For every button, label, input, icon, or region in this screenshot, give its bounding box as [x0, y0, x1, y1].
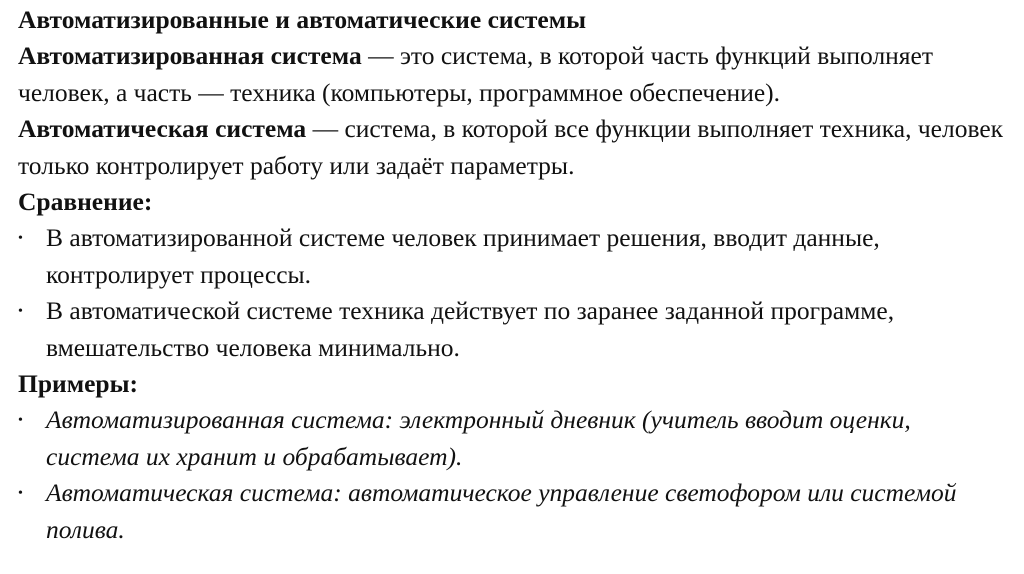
- bullet-icon: •: [18, 304, 23, 320]
- definition-automated-text: — это система, в которой часть функций выполняет человек, а часть — техника (компьютеры, программное обеспечение).: [18, 41, 934, 107]
- example-item: [18, 475, 1008, 548]
- bullet-icon: •: [18, 231, 23, 247]
- slide-title: Автоматизированные и автоматические системы: [18, 5, 587, 34]
- example-item-text: Автоматизированная система: электронный дневник (учитель вводит оценки, система их хранит и обрабатывает).: [46, 405, 911, 471]
- comparison-heading: Сравнение:: [18, 187, 153, 217]
- comparison-item: [18, 293, 1008, 366]
- definition-automated: [18, 38, 1008, 111]
- bullet-icon: •: [18, 413, 23, 429]
- examples-heading: Примеры:: [18, 369, 138, 399]
- example-item-text: Автоматическая система: автоматическое управление светофором или системой полива.: [46, 478, 957, 544]
- comparison-item-text: В автоматизированной системе человек принимает решения, вводит данные, контролирует процессы.: [46, 223, 880, 289]
- definition-automatic-text: — система, в которой все функции выполняет техника, человек только контролирует работу или задаёт параметры.: [18, 114, 1004, 180]
- definition-automatic: [18, 111, 1008, 184]
- comparison-item-text: В автоматической системе техника действует по заранее заданной программе, вмешательство человека минимально.: [46, 296, 895, 362]
- comparison-item: [18, 220, 1008, 293]
- example-item: [18, 402, 1008, 475]
- slide-content: [18, 2, 1008, 548]
- term-automatic: Автоматическая система: [18, 114, 307, 144]
- bullet-icon: •: [18, 486, 23, 502]
- term-automated: Автоматизированная система: [18, 41, 362, 71]
